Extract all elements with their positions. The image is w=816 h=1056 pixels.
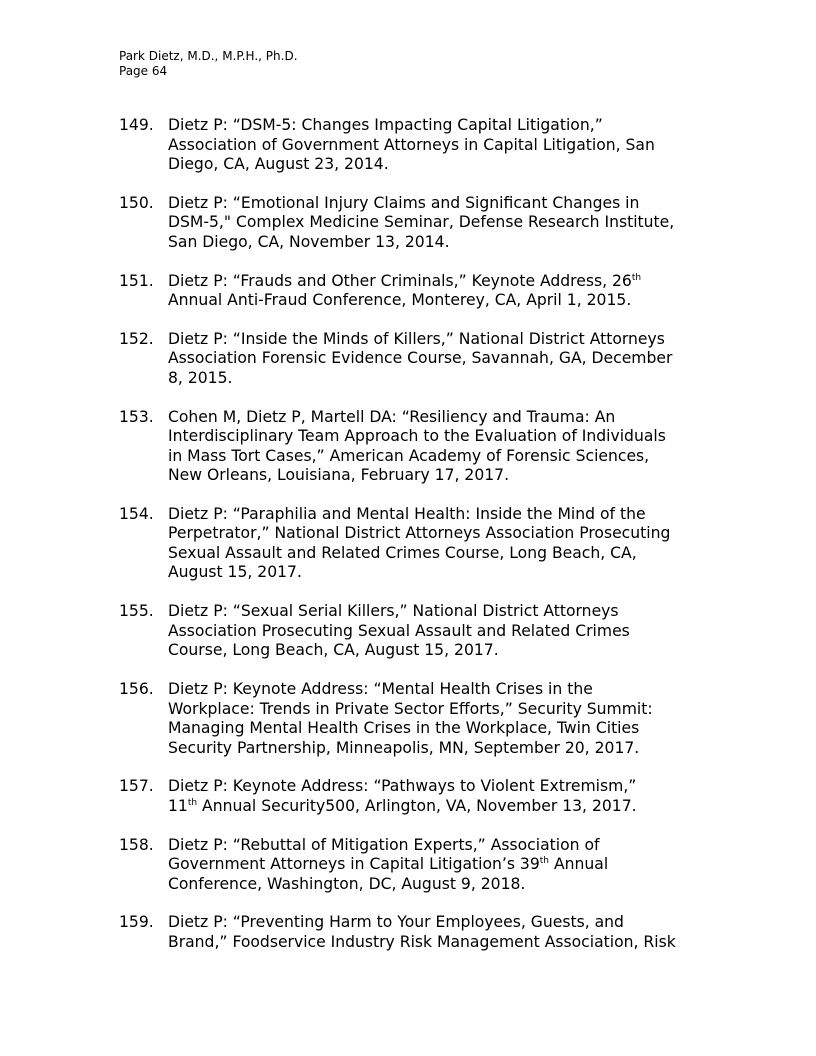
entry-line: Dietz P: “Rebuttal of Mitigation Experts,” Association of [168, 835, 600, 854]
entry-line: Dietz P: “Preventing Harm to Your Employees, Guests, and [168, 913, 624, 932]
entry-number: 158. [119, 835, 154, 854]
entry-line: Interdisciplinary Team Approach to the Evaluation of Individuals [168, 427, 666, 446]
entry-text [168, 777, 709, 816]
entry-line: 8, 2015. [168, 368, 233, 387]
entry-text [168, 836, 709, 895]
entry-line: DSM-5," Complex Medicine Seminar, Defense Research Institute, [168, 213, 675, 232]
entry-line: Sexual Assault and Related Crimes Course, Long Beach, CA, [168, 543, 637, 562]
entry-line: Dietz P: “DSM-5: Changes Impacting Capital Litigation,” [168, 116, 603, 134]
entry-line: Dietz P: “Emotional Injury Claims and Significant Changes in [168, 193, 640, 212]
list-item-149 [119, 116, 709, 175]
entry-line: Dietz P: “Inside the Minds of Killers,” National District Attorneys [168, 329, 665, 348]
entry-text [168, 913, 709, 952]
entry-line: Diego, CA, August 23, 2014. [168, 155, 389, 173]
entry-line: Dietz P: “Paraphilia and Mental Health: Inside the Mind of the [168, 504, 646, 523]
entry-number: 151. [119, 271, 154, 290]
entry-line: Security Partnership, Minneapolis, MN, September 20, 2017. [168, 738, 640, 757]
entry-line: San Diego, CA, November 13, 2014. [168, 232, 450, 251]
list-item-154 [119, 505, 709, 583]
entry-number: 155. [119, 602, 154, 621]
entry-line [168, 272, 709, 292]
author-name: Park Dietz, M.D., M.P.H., Ph.D. [119, 49, 298, 63]
page-header [119, 49, 298, 79]
entry-line: in Mass Tort Cases,” American Academy of Forensic Sciences, [168, 446, 650, 465]
entry-number: 156. [119, 680, 154, 699]
entry-text [168, 116, 709, 175]
entry-text [168, 680, 709, 758]
entry-line: Managing Mental Health Crises in the Workplace, Twin Cities [168, 719, 640, 738]
entry-text [168, 330, 709, 389]
entry-number: 149. [119, 116, 154, 134]
list-item-158 [119, 836, 709, 895]
entry-line: Cohen M, Dietz P, Martell DA: “Resiliency and Trauma: An [168, 407, 616, 426]
entry-line-text: Government Attorneys in Capital Litigation’s 39 [168, 855, 540, 874]
entry-text [168, 194, 709, 253]
entry-text [168, 272, 709, 311]
entry-line: New Orleans, Louisiana, February 17, 2017. [168, 466, 510, 485]
entry-line: Association Prosecuting Sexual Assault and Related Crimes [168, 621, 630, 640]
entry-number: 150. [119, 193, 154, 212]
list-item-155 [119, 602, 709, 661]
list-item-152 [119, 330, 709, 389]
list-item-151 [119, 272, 709, 311]
entry-line: Association Forensic Evidence Course, Savannah, GA, December [168, 349, 673, 368]
list-item-159 [119, 913, 709, 952]
entry-line-text: 11 [168, 796, 188, 815]
entry-line: Association of Government Attorneys in Capital Litigation, San [168, 135, 655, 154]
entry-number: 154. [119, 504, 154, 523]
list-item-150 [119, 194, 709, 253]
entry-number: 159. [119, 913, 154, 932]
list-item-156 [119, 680, 709, 758]
entry-line: Brand,” Foodservice Industry Risk Management Association, Risk [168, 932, 676, 951]
entry-line-text: Annual [549, 855, 609, 874]
entry-line: Workplace: Trends in Private Sector Efforts,” Security Summit: [168, 699, 653, 718]
entry-line-text: Dietz P: “Frauds and Other Criminals,” Keynote Address, 26 [168, 271, 632, 290]
presentation-list [119, 116, 709, 972]
ordinal-suffix: th [631, 272, 642, 283]
entry-line: Perpetrator,” National District Attorneys Association Prosecuting [168, 524, 671, 543]
entry-line [168, 855, 709, 875]
list-item-157 [119, 777, 709, 816]
list-item-153 [119, 408, 709, 486]
entry-line: Annual Anti-Fraud Conference, Monterey, CA, April 1, 2015. [168, 291, 632, 310]
ordinal-suffix: th [539, 856, 550, 867]
entry-line [168, 797, 709, 817]
entry-line: Dietz P: Keynote Address: “Pathways to Violent Extremism,” [168, 777, 637, 796]
entry-text [168, 602, 709, 661]
entry-number: 152. [119, 329, 154, 348]
entry-line: Conference, Washington, DC, August 9, 2018. [168, 874, 526, 893]
entry-text [168, 408, 709, 486]
entry-line-text: Annual Security500, Arlington, VA, November 13, 2017. [197, 796, 637, 815]
ordinal-suffix: th [187, 797, 198, 808]
entry-number: 153. [119, 407, 154, 426]
entry-line: August 15, 2017. [168, 563, 302, 582]
page-number: Page 64 [119, 64, 168, 78]
entry-text [168, 505, 709, 583]
entry-line: Course, Long Beach, CA, August 15, 2017. [168, 641, 499, 660]
entry-line: Dietz P: “Sexual Serial Killers,” National District Attorneys [168, 602, 619, 621]
entry-line: Dietz P: Keynote Address: “Mental Health Crises in the [168, 680, 593, 699]
entry-number: 157. [119, 777, 154, 796]
